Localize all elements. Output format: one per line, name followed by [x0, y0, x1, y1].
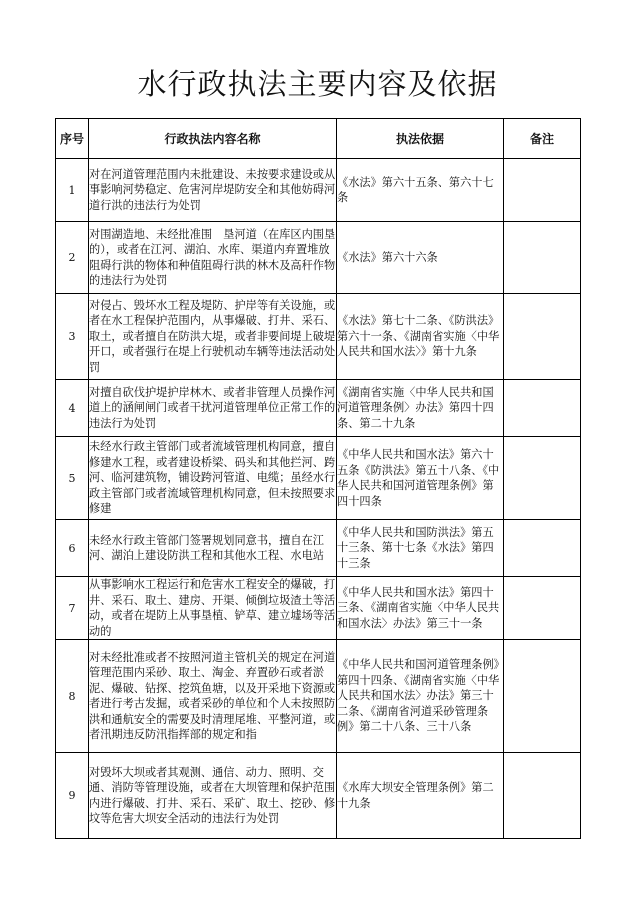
row-content: 对擅自砍伐护堤护岸林木、或者非管理人员操作河道上的涵闸闸门或者干扰河道管理单位正常工作的违法行为处罚: [89, 380, 337, 437]
table-row: [56, 753, 581, 839]
table-header-row: [56, 119, 581, 159]
row-basis: 《水法》第六十六条: [337, 222, 504, 294]
row-basis: 《中华人民共和国水法》第六十五条《防洪法》第五十八条、《中华人民共和国河道管理条例》第四十四条: [337, 437, 504, 520]
row-content: 对侵占、毁坏水工程及堤防、护岸等有关设施，或者在水工程保护范围内，从事爆破、打井、采石、取土，或者擅自在防洪大堤，或者非要间堤上破堤开口，或者强行在堤上行驶机动车辆等违法活动处罚: [89, 294, 337, 380]
row-note: [504, 437, 581, 520]
header-content: 行政执法内容名称: [89, 119, 337, 159]
row-no: 5: [56, 437, 89, 520]
row-basis: 《中华人民共和国防洪法》第五十三条、第十七条《水法》第四十三条: [337, 520, 504, 577]
table-row: [56, 437, 581, 520]
table-row: [56, 380, 581, 437]
header-no: 序号: [56, 119, 89, 159]
table-row: [56, 222, 581, 294]
table-row: [56, 294, 581, 380]
law-enforcement-table: [55, 118, 581, 839]
header-basis: 执法依据: [337, 119, 504, 159]
row-no: 9: [56, 753, 89, 839]
row-content: 对围湖造地、未经批准围 垦河道（在库区内围垦的），或者在江河、湖泊、水库、渠道内弃置堆放阻碍行洪的物体和种值阻碍行洪的林木及高秆作物的违法行为处罚: [89, 222, 337, 294]
table-row: [56, 640, 581, 753]
row-content: 对未经批准或者不按照河道主管机关的规定在河道管理范围内采砂、取土、淘金、弃置砂石或者淤泥、爆破、钻探、挖筑鱼塘，以及开采地下资源或者进行考古发掘，或者采砂的单位和个人未按照防洪和通航安全的需要及时清理尾堆、平整河道，或者汛期违反防汛指挥部的规定和指: [89, 640, 337, 753]
row-content: 对在河道管理范围内未批建设、未按要求建设或从事影响河势稳定、危害河岸堤防安全和其他妨碍河道行洪的违法行为处罚: [89, 159, 337, 222]
row-no: 7: [56, 577, 89, 640]
row-no: 2: [56, 222, 89, 294]
row-note: [504, 294, 581, 380]
row-note: [504, 159, 581, 222]
row-note: [504, 222, 581, 294]
row-note: [504, 640, 581, 753]
row-note: [504, 753, 581, 839]
row-content: 未经水行政主管部门或者流域管理机构同意，擅自修建水工程，或者建设桥梁、码头和其他拦河、跨河、临河建筑物，铺设跨河管道、电缆；虽经水行政主管部门或者流域管理机构同意，但未按照要求修建: [89, 437, 337, 520]
row-note: [504, 380, 581, 437]
row-basis: 《湖南省实施〈中华人民共和国河道管理条例〉办法》第四十四条、第二十九条: [337, 380, 504, 437]
row-basis: 《水库大坝安全管理条例》第二十九条: [337, 753, 504, 839]
row-content: 对毁坏大坝或者其观测、通信、动力、照明、交通、消防等管理设施，或者在大坝管理和保护范围内进行爆破、打井、采石、采矿、取土、挖砂、修坟等危害大坝安全活动的违法行为处罚: [89, 753, 337, 839]
table-row: [56, 159, 581, 222]
row-no: 3: [56, 294, 89, 380]
row-no: 4: [56, 380, 89, 437]
row-content: 未经水行政主管部门签署规划同意书，擅自在江河、湖泊上建设防洪工程和其他水工程、水电站: [89, 520, 337, 577]
row-basis: 《中华人民共和国河道管理条例》第四十四条、《湖南省实施〈中华人民共和国水法〉办法》第三十二条、《湖南省河道采砂管理条例》第二十八条、三十八条: [337, 640, 504, 753]
row-no: 1: [56, 159, 89, 222]
table-row: [56, 520, 581, 577]
page-title: 水行政执法主要内容及依据: [137, 67, 498, 101]
row-note: [504, 520, 581, 577]
row-basis: 《水法》第六十五条、第六十七条: [337, 159, 504, 222]
row-no: 8: [56, 640, 89, 753]
row-basis: 《中华人民共和国水法》第四十三条、《湖南省实施〈中华人民共和国水法〉办法》第三十一条: [337, 577, 504, 640]
row-note: [504, 577, 581, 640]
row-content: 从事影响水工程运行和危害水工程安全的爆破，打井、采石、取土、建房、开渠、倾倒垃圾渣土等活动，或者在堤防上从事垦植、铲草、建立墟场等活动的: [89, 578, 336, 638]
row-no: 6: [56, 520, 89, 577]
header-note: 备注: [504, 119, 581, 159]
row-basis: 《水法》第七十二条、《防洪法》第六十一条、《湖南省实施〈中华人民共和国水法〉》第十九条: [337, 294, 504, 380]
table-row: [56, 577, 581, 640]
